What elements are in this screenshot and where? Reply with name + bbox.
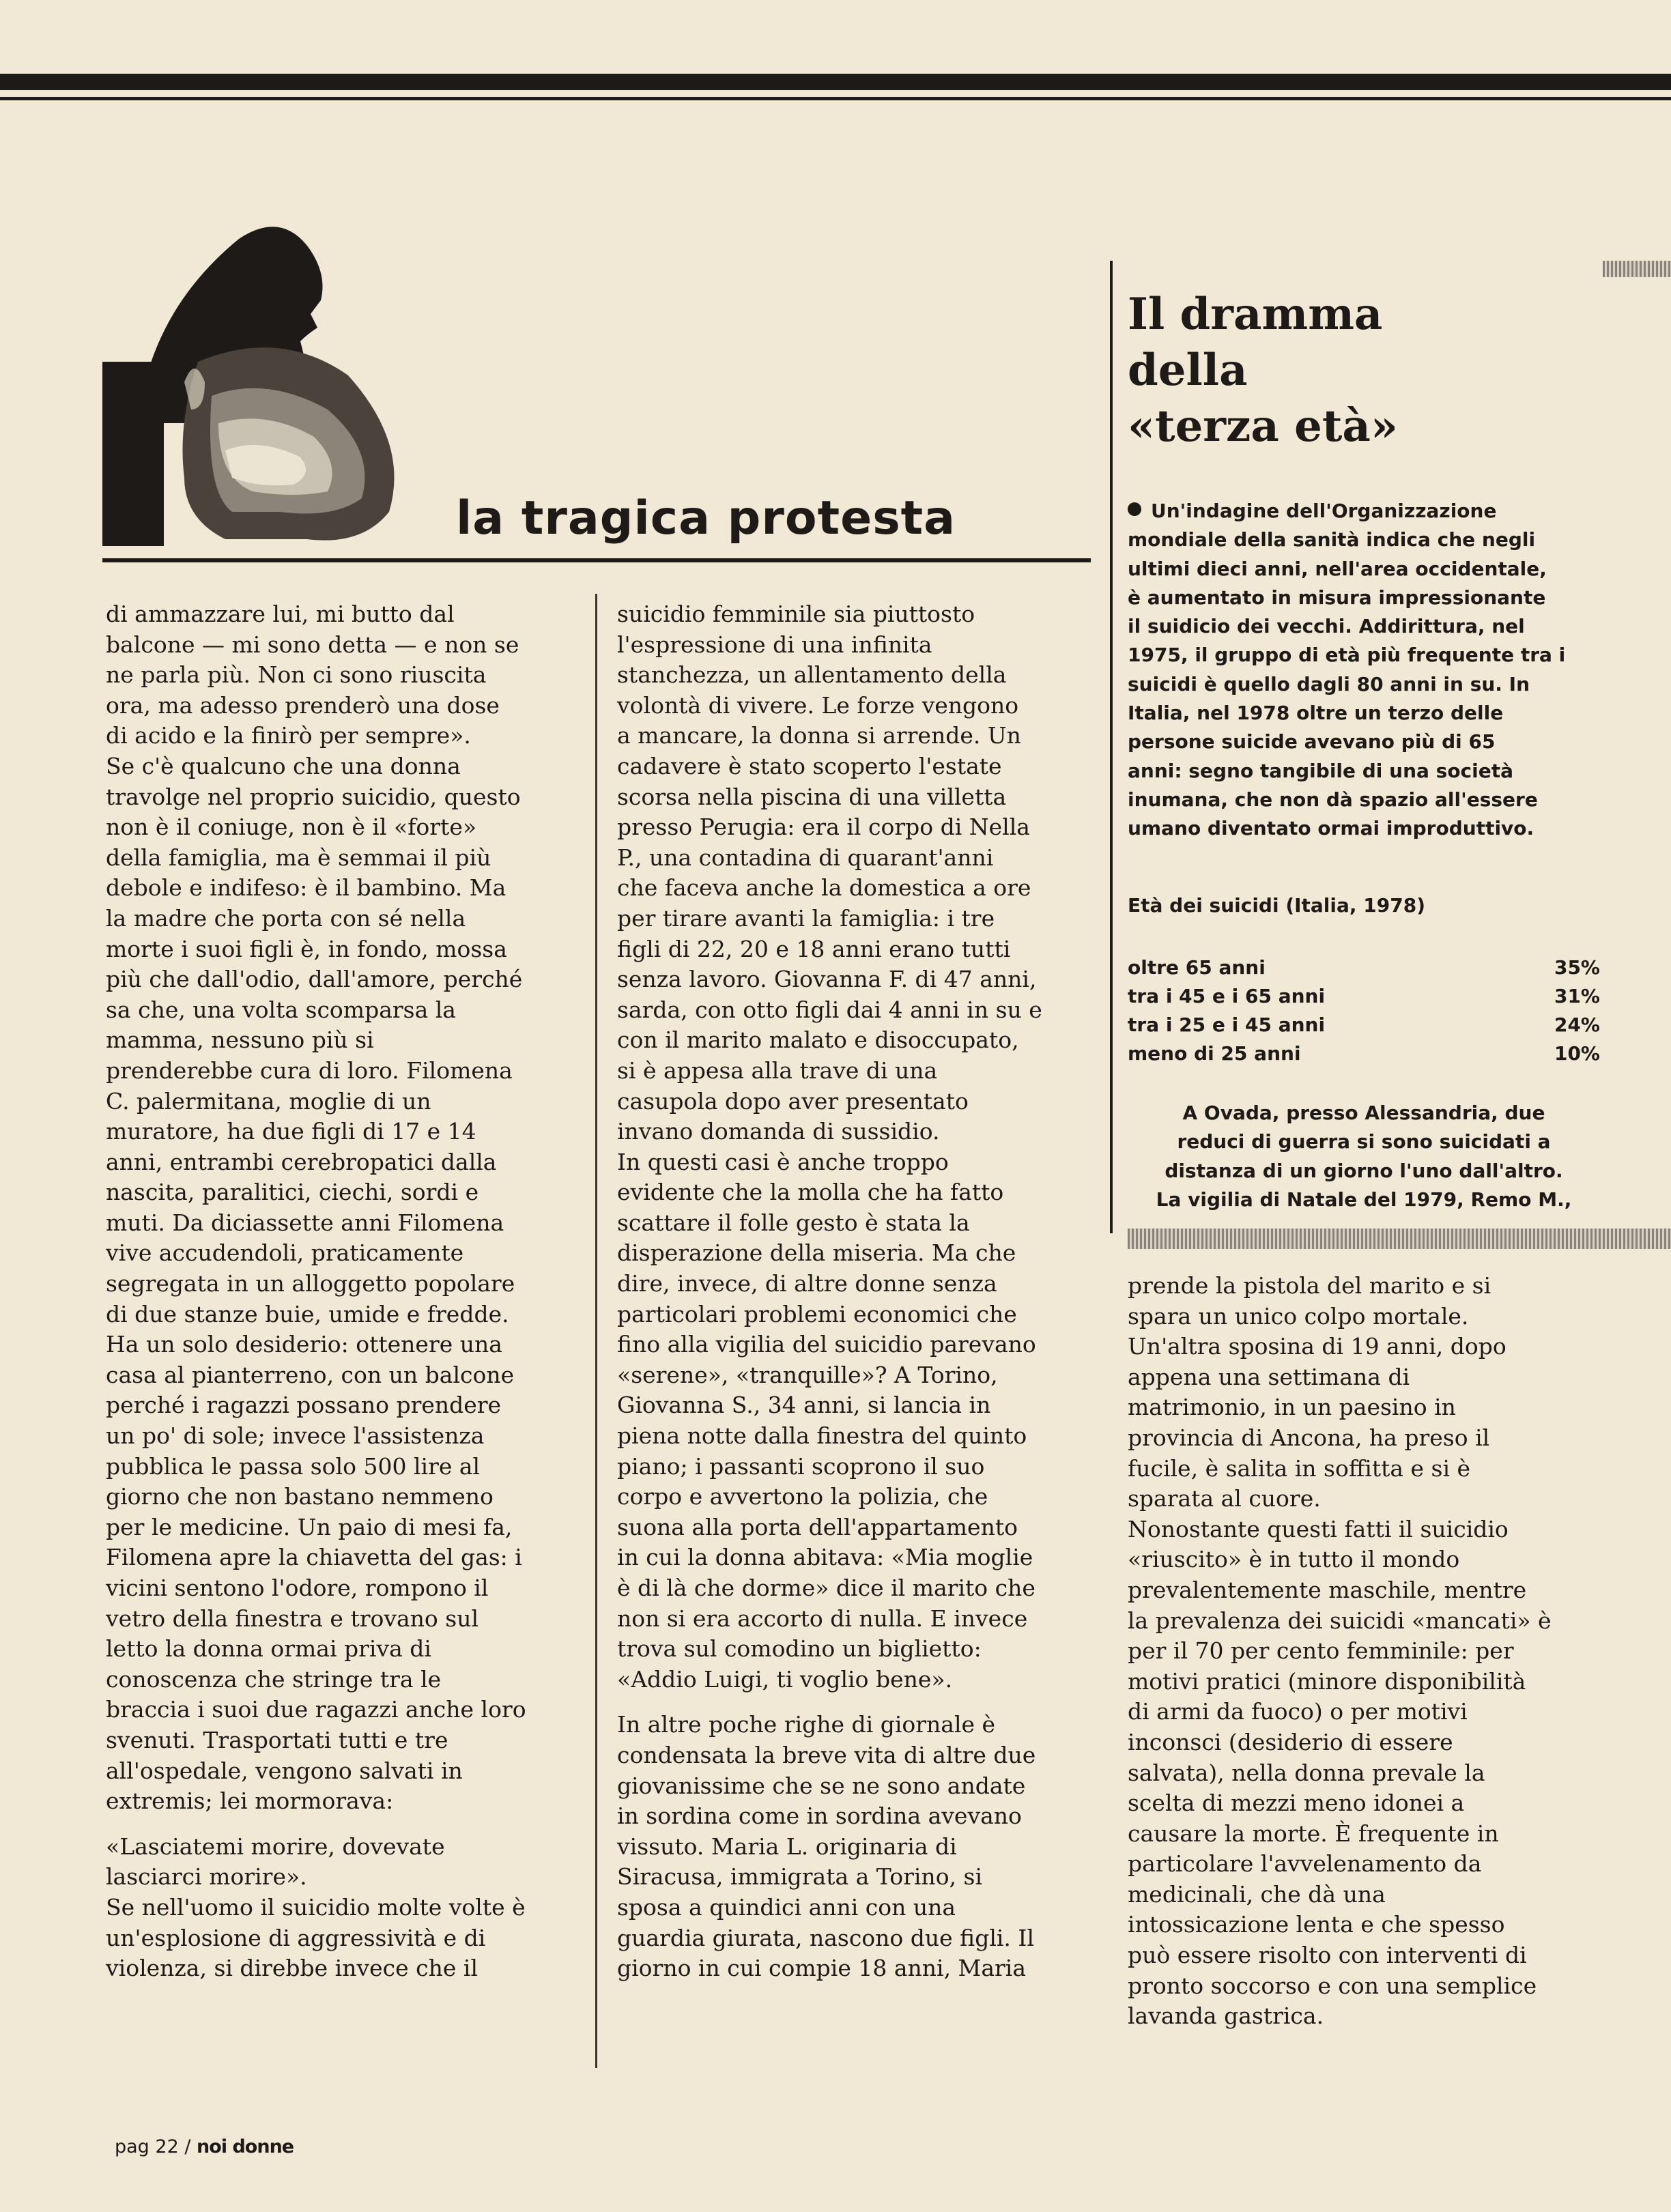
sidebar-tail-line: distanza di un giorno l'uno dall'altro. [1165, 1159, 1563, 1182]
page-number: pag 22 / [115, 2136, 191, 2157]
text-line: appena una settimana di [1128, 1363, 1410, 1390]
stats-row [1128, 1010, 1600, 1039]
text-line: sposa a quindici anni con una [617, 1893, 956, 1921]
text-line: a mancare, la donna si arrende. Un [617, 722, 1021, 749]
percentage: 10% [1554, 1042, 1600, 1065]
text-line: un po' di sole; invece l'assistenza [106, 1422, 485, 1450]
text-line: suicidio femminile sia piuttosto [617, 601, 975, 627]
text-line: pubblica le passa solo 500 lire al [106, 1452, 481, 1480]
text-line: l'espressione di una infinita [617, 631, 932, 658]
sidebar-body [1128, 497, 1565, 844]
text-line: mamma, nessuno più si [106, 1026, 374, 1054]
text-line: matrimonio, in un paesino in [1128, 1394, 1456, 1421]
age-range: tra i 45 e i 65 anni [1128, 984, 1326, 1007]
text-line: lasciarci morire». [106, 1863, 307, 1891]
text-line: braccia i suoi due ragazzi anche loro [106, 1696, 526, 1723]
text-line: figli di 22, 20 e 18 anni erano tutti [617, 935, 1011, 962]
stats-row [1128, 953, 1600, 981]
text-line: la madre che porta con sé nella [106, 904, 466, 932]
text-line: inconsci (desiderio di essere [1128, 1728, 1453, 1755]
text-line: in sordina come in sordina avevano [617, 1802, 1022, 1830]
text-line: In altre poche righe di giornale è [617, 1711, 996, 1738]
text-line: Un'altra sposina di 19 anni, dopo [1128, 1333, 1506, 1360]
text-line: conoscenza che stringe tra le [106, 1665, 442, 1693]
text-line: Nonostante questi fatti il suicidio [1128, 1515, 1509, 1542]
text-line: prevalentemente maschile, mentre [1128, 1576, 1527, 1603]
text-line: di armi da fuoco) o per motivi [1128, 1698, 1468, 1725]
text-line: Filomena apre la chiavetta del gas: i [106, 1544, 522, 1571]
text-line: muti. Da diciassette anni Filomena [106, 1209, 504, 1236]
text-line: scorsa nella piscina di una villetta [617, 783, 1007, 810]
text-line: dire, invece, di altre donne senza [617, 1270, 997, 1297]
text-line: scattare il folle gesto è stata la [617, 1209, 970, 1236]
stats-table [1128, 953, 1600, 1067]
text-line: stanchezza, un allentamento della [617, 661, 1007, 689]
text-line: Se c'è qualcuno che una donna [106, 752, 461, 779]
text-line: violenza, si direbbe invece che il [106, 1955, 479, 1982]
sidebar-text-line: mondiale della sanità indica che negli [1128, 528, 1536, 551]
text-line: volontà di vivere. Le forze vengono [617, 691, 1019, 719]
article-column-2 [617, 599, 1042, 1984]
age-range: oltre 65 anni [1128, 956, 1266, 979]
headline-rule [102, 558, 1091, 562]
text-line: spara un unico colpo mortale. [1128, 1302, 1469, 1330]
text-line: morte i suoi figli è, in fondo, mossa [106, 935, 507, 962]
text-line: vissuto. Maria L. originaria di [617, 1833, 957, 1860]
sidebar-text-line: Italia, nel 1978 oltre un terzo delle [1128, 702, 1504, 725]
sidebar-text-line: suicidi è quello dagli 80 anni in su. In [1128, 672, 1530, 695]
text-line: ora, ma adesso prenderò una dose [106, 691, 500, 719]
sidebar-title-line: Il dramma [1128, 289, 1383, 340]
text-line: per tirare avanti la famiglia: i tre [617, 904, 995, 932]
text-line: prende la pistola del marito e si [1128, 1272, 1491, 1299]
sidebar-rule [1110, 261, 1113, 1233]
page-footer [115, 2136, 294, 2157]
sidebar-text-line: 1975, il gruppo di età più frequente tra i [1128, 644, 1566, 667]
text-line: particolari problemi economici che [617, 1300, 1017, 1327]
text-line: vive accudendoli, praticamente [106, 1239, 464, 1267]
sidebar-tail-line: reduci di guerra si sono suicidati a [1177, 1130, 1551, 1153]
text-line: di acido e la finirò per sempre». [106, 722, 471, 749]
sidebar-text-line: persone suicide avevano più di 65 [1128, 730, 1496, 753]
text-line: causare la morte. È frequente in [1128, 1820, 1499, 1847]
text-line: per il 70 per cento femminile: per [1128, 1637, 1514, 1665]
text-line: di due stanze buie, umide e fredde. [106, 1300, 509, 1327]
text-line: della famiglia, ma è semmai il più [106, 844, 491, 871]
age-range: tra i 25 e i 45 anni [1128, 1013, 1326, 1036]
text-line: medicinali, che dà una [1128, 1880, 1386, 1908]
column-divider [595, 594, 597, 2068]
text-line: disperazione della miseria. Ma che [617, 1239, 1016, 1267]
text-line: per le medicine. Un paio di mesi fa, [106, 1513, 513, 1540]
text-line: giorno in cui compie 18 anni, Maria [617, 1955, 1027, 1982]
text-line: piano; i passanti scoprono il suo [617, 1452, 985, 1480]
sidebar-tail [1128, 1099, 1600, 1214]
text-line: travolge nel proprio suicidio, questo [106, 783, 521, 810]
text-line: prenderebbe cura di loro. Filomena [106, 1057, 513, 1084]
text-line: nascita, paralitici, ciechi, sordi e [106, 1179, 479, 1206]
text-line: di ammazzare lui, mi butto dal [106, 601, 455, 627]
text-line: fucile, è salita in soffitta e si è [1128, 1454, 1471, 1482]
text-line: fino alla vigilia del suicidio parevano [617, 1331, 1036, 1358]
stats-row [1128, 1039, 1600, 1067]
text-line: perché i ragazzi possano prendere [106, 1392, 502, 1419]
sidebar-shade-top [1603, 261, 1671, 277]
text-line: «Addio Luigi, ti voglio bene». [617, 1665, 953, 1693]
text-line: Ha un solo desiderio: ottenere una [106, 1331, 502, 1358]
article-headline: la tragica protesta [456, 491, 956, 545]
text-line: in cui la donna abitava: «Mia moglie [617, 1544, 1033, 1571]
text-line: sa che, una volta scomparsa la [106, 996, 456, 1023]
text-line: vicini sentono l'odore, rompono il [106, 1575, 489, 1601]
text-line: corpo e avvertono la polizia, che [617, 1483, 988, 1510]
text-line: «Lasciatemi morire, dovevate [106, 1833, 445, 1860]
text-line: che faceva anche la domestica a ore [617, 874, 1031, 902]
article-column-3 [1128, 1271, 1552, 2032]
text-line: sarda, con otto figli dai 4 anni in su e [617, 996, 1042, 1023]
text-line: P., una contadina di quarant'anni [617, 844, 994, 871]
text-line: con il marito malato e disoccupato, [617, 1026, 1019, 1054]
text-line: extremis; lei mormorava: [106, 1787, 394, 1815]
text-line: suona alla porta dell'appartamento [617, 1513, 1018, 1540]
text-line: non è il coniuge, non è il «forte» [106, 814, 477, 841]
text-line: motivi pratici (minore disponibilità [1128, 1667, 1526, 1695]
text-line: evidente che la molla che ha fatto [617, 1179, 1004, 1206]
top-rule-thick [0, 74, 1671, 90]
text-line: anni, entrambi cerebropatici dalla [106, 1148, 497, 1175]
sidebar-text-line: Un'indagine dell'Organizzazione [1128, 497, 1565, 526]
sidebar-text-line: è aumentato in misura impressionante [1128, 586, 1546, 609]
text-line: Giovanna S., 34 anni, si lancia in [617, 1392, 991, 1419]
percentage: 24% [1554, 1013, 1600, 1036]
text-line: balcone — mi sono detta — e non se [106, 631, 519, 658]
text-line: un'esplosione di aggressività e di [106, 1924, 486, 1951]
stats-row [1128, 981, 1600, 1010]
sidebar-text-line: ultimi dieci anni, nell'area occidentale, [1128, 557, 1547, 580]
text-line: ne parla più. Non ci sono riuscita [106, 661, 487, 689]
text-line: può essere risolto con interventi di [1128, 1942, 1527, 1969]
text-line: segregata in un alloggetto popolare [106, 1270, 515, 1297]
text-line: giovanissime che se ne sono andate [617, 1772, 1026, 1799]
text-line: pronto soccorso e con una semplice [1128, 1972, 1537, 1999]
text-line: presso Perugia: era il corpo di Nella [617, 814, 1030, 841]
sidebar-title-line: della [1128, 345, 1248, 396]
text-line: trova sul comodino un biglietto: [617, 1635, 982, 1663]
sidebar-title-line: «terza età» [1128, 401, 1398, 452]
text-line: provincia di Ancona, ha preso il [1128, 1424, 1490, 1451]
text-line: scelta di mezzi meno idonei a [1128, 1790, 1465, 1817]
text-line: casupola dopo aver presentato [617, 1087, 969, 1115]
percentage: 35% [1554, 956, 1600, 979]
sidebar-title [1128, 287, 1398, 455]
text-line: C. palermitana, moglie di un [106, 1087, 431, 1115]
text-line: muratore, ha due figli di 17 e 14 [106, 1118, 476, 1145]
text-line: si è appesa alla trave di una [617, 1057, 938, 1084]
text-line: giorno che non bastano nemmeno [106, 1483, 494, 1510]
sidebar-text-line: anni: segno tangibile di una società [1128, 759, 1514, 782]
text-line: lavanda gastrica. [1128, 2002, 1324, 2030]
age-range: meno di 25 anni [1128, 1042, 1301, 1065]
text-line: In questi casi è anche troppo [617, 1148, 949, 1175]
sidebar-text-line: umano diventato ormai improduttivo. [1128, 817, 1534, 840]
percentage: 31% [1554, 984, 1600, 1007]
text-line: letto la donna ormai priva di [106, 1635, 431, 1663]
sidebar-tail-line: La vigilia di Natale del 1979, Remo M., [1156, 1188, 1572, 1211]
paragraph-gap [106, 1817, 526, 1832]
text-line: casa al pianterreno, con un balcone [106, 1361, 515, 1388]
text-line: senza lavoro. Giovanna F. di 47 anni, [617, 966, 1037, 993]
text-line: «serene», «tranquille»? A Torino, [617, 1361, 998, 1388]
text-line: particolare l'avvelenamento da [1128, 1850, 1482, 1878]
text-line: cadavere è stato scoperto l'estate [617, 752, 1002, 779]
sidebar-text-line: inumana, che non dà spazio all'essere [1128, 788, 1538, 811]
text-line: invano domanda di sussidio. [617, 1118, 940, 1145]
stats-table-caption: Età dei suicidi (Italia, 1978) [1128, 894, 1426, 917]
sidebar-shade-bottom [1128, 1229, 1671, 1249]
text-line: salvata), nella donna prevale la [1128, 1759, 1485, 1786]
article-column-1 [106, 599, 526, 1984]
sidebar-text-line: il suidicio dei vecchi. Addirittura, nel [1128, 615, 1525, 638]
bullet-icon [1128, 502, 1141, 516]
text-line: all'ospedale, vengono salvati in [106, 1757, 463, 1784]
sidebar-tail-line: A Ovada, presso Alessandria, due [1182, 1102, 1545, 1124]
text-line: più che dall'odio, dall'amore, perché [106, 966, 523, 993]
text-line: non si era accorto di nulla. E invece [617, 1605, 1028, 1632]
text-line: svenuti. Trasportati tutti e tre [106, 1726, 448, 1753]
text-line: la prevalenza dei suicidi «mancati» è [1128, 1607, 1552, 1634]
text-line: vetro della finestra e trovano sul [106, 1605, 479, 1632]
text-line: guardia giurata, nascono due figli. Il [617, 1924, 1034, 1951]
top-rule-thin [0, 97, 1671, 100]
text-line: «riuscito» è in tutto il mondo [1128, 1546, 1460, 1573]
text-line: piena notte dalla finestra del quinto [617, 1422, 1027, 1450]
text-line: è di là che dorme» dice il marito che [617, 1575, 1036, 1601]
text-line: Se nell'uomo il suicidio molte volte è [106, 1893, 526, 1921]
text-line: condensata la breve vita di altre due [617, 1741, 1036, 1768]
text-line: Siracusa, immigrata a Torino, si [617, 1863, 983, 1891]
text-line: intossicazione lenta e che spesso [1128, 1911, 1505, 1938]
paragraph-gap [617, 1695, 1042, 1710]
magazine-name: noi donne [197, 2136, 294, 2157]
text-line: debole e indifeso: è il bambino. Ma [106, 874, 506, 902]
silhouette-illustration [102, 218, 430, 546]
text-line: sparata al cuore. [1128, 1485, 1321, 1512]
